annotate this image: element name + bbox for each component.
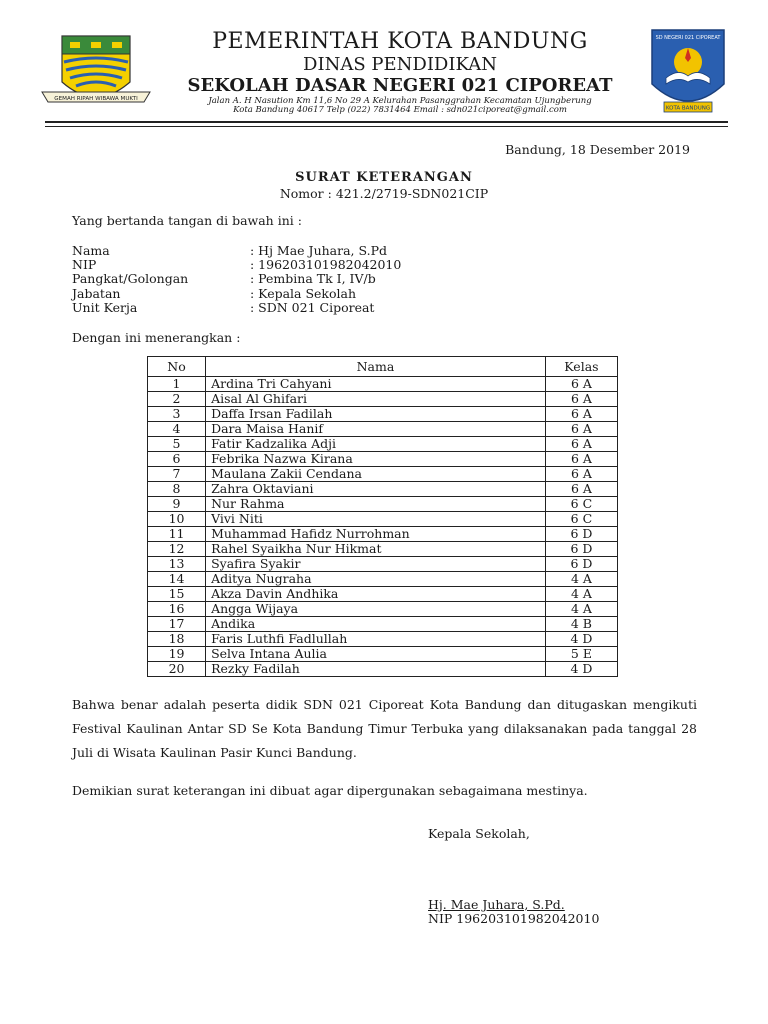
table-row [148,467,618,482]
cell-name: Rezky Fadilah [206,662,546,677]
cell-class: 6 A [545,467,617,482]
table-row [148,617,618,632]
header-name: Nama [206,357,546,377]
header-address-line1: Jalan A. H Nasution Km 11,6 No 29 A Kelurahan Pasanggrahan Kecamatan Ujungberung [208,96,592,106]
cell-class: 6 A [545,392,617,407]
intro-text: Yang bertanda tangan di bawah ini : [72,213,302,228]
bandung-crest-logo [40,30,152,116]
table-row [148,377,618,392]
cell-class: 6 A [545,452,617,467]
declaration-text: Dengan ini menerangkan : [72,330,241,345]
table-row [148,437,618,452]
cell-no: 14 [148,572,206,587]
signer-field-label: Jabatan [72,286,121,301]
signer-field-value: : SDN 021 Ciporeat [250,300,375,315]
cell-no: 9 [148,497,206,512]
cell-no: 19 [148,647,206,662]
document-title: SURAT KETERANGAN [295,170,473,185]
table-row [148,452,618,467]
header-government: PEMERINTAH KOTA BANDUNG [212,29,588,54]
signer-field-value: : 196203101982042010 [250,257,402,272]
signer-field-value: : Pembina Tk I, IV/b [250,271,376,286]
student-table-body [148,377,618,677]
cell-name: Dara Maisa Hanif [206,422,546,437]
cell-no: 5 [148,437,206,452]
table-row [148,647,618,662]
signature-name: Hj. Mae Juhara, S.Pd. [428,897,565,912]
cell-class: 4 A [545,572,617,587]
table-row [148,587,618,602]
student-table [147,356,618,677]
cell-name: Ardina Tri Cahyani [206,377,546,392]
body-paragraph: Bahwa benar adalah peserta didik SDN 021 Ciporeat Kota Bandung dan ditugaskan mengikuti Festival Kaulinan Antar SD Se Kota Bandung Timur Terbuka yang dilaksanakan pada tanggal 28 Juli di Wisata Kaulinan Pasir Kunci Bandung. [72,697,697,760]
cell-name: Febrika Nazwa Kirana [206,452,546,467]
cell-no: 13 [148,557,206,572]
cell-name: Aditya Nugraha [206,572,546,587]
cell-name: Muhammad Hafidz Nurrohman [206,527,546,542]
signer-field-label: Unit Kerja [72,300,138,315]
table-row [148,527,618,542]
table-row [148,497,618,512]
table-row [148,632,618,647]
cell-no: 2 [148,392,206,407]
school-emblem-logo [648,26,728,120]
cell-name: Nur Rahma [206,497,546,512]
table-row [148,542,618,557]
cell-no: 6 [148,452,206,467]
cell-class: 6 A [545,437,617,452]
cell-name: Andika [206,617,546,632]
cell-no: 4 [148,422,206,437]
cell-no: 12 [148,542,206,557]
cell-class: 4 D [545,632,617,647]
cell-class: 6 C [545,497,617,512]
table-row [148,557,618,572]
cell-class: 5 E [545,647,617,662]
cell-class: 6 A [545,407,617,422]
cell-name: Maulana Zakii Cendana [206,467,546,482]
cell-no: 7 [148,467,206,482]
cell-name: Zahra Oktaviani [206,482,546,497]
cell-no: 16 [148,602,206,617]
emblem-bottom-text: KOTA BANDUNG [665,105,711,112]
cell-no: 11 [148,527,206,542]
cell-name: Angga Wijaya [206,602,546,617]
cell-class: 4 A [545,602,617,617]
table-row [148,512,618,527]
cell-class: 6 A [545,482,617,497]
cell-class: 6 A [545,377,617,392]
cell-no: 10 [148,512,206,527]
table-row [148,422,618,437]
header-class: Kelas [545,357,617,377]
cell-class: 6 D [545,557,617,572]
table-row [148,482,618,497]
cell-no: 3 [148,407,206,422]
signer-field-label: NIP [72,257,97,272]
emblem-top-text: SD NEGERI 021 CIPOREAT [655,35,721,41]
crest-motto: GEMAH RIPAH WIBAWA MUKTI [54,96,138,102]
cell-no: 15 [148,587,206,602]
cell-name: Syafira Syakir [206,557,546,572]
header-divider-thick [45,121,728,123]
header-school-name: SEKOLAH DASAR NEGERI 021 CIPOREAT [187,75,613,96]
cell-name: Daffa Irsan Fadilah [206,407,546,422]
document-number: Nomor : 421.2/2719-SDN021CIP [279,186,489,201]
cell-no: 20 [148,662,206,677]
table-header-row [148,357,618,377]
cell-no: 17 [148,617,206,632]
signer-field-label: Pangkat/Golongan [72,271,189,286]
table-row [148,572,618,587]
cell-name: Akza Davin Andhika [206,587,546,602]
table-row [148,392,618,407]
cell-no: 18 [148,632,206,647]
cell-class: 4 D [545,662,617,677]
table-row [148,407,618,422]
header-department: DINAS PENDIDIKAN [303,54,497,75]
cell-name: Selva Intana Aulia [206,647,546,662]
cell-name: Faris Luthfi Fadlullah [206,632,546,647]
table-row [148,602,618,617]
cell-class: 6 A [545,422,617,437]
cell-no: 8 [148,482,206,497]
cell-name: Aisal Al Ghifari [206,392,546,407]
header-address-line2: Kota Bandung 40617 Telp (022) 7831464 Email : sdn021ciporeat@gmail.com [233,105,567,115]
header-no: No [148,357,206,377]
cell-class: 4 A [545,587,617,602]
signer-field-label: Nama [72,243,110,258]
cell-class: 6 C [545,512,617,527]
signer-field-value: : Hj Mae Juhara, S.Pd [250,243,387,258]
header-divider-thin [45,126,728,127]
place-date: Bandung, 18 Desember 2019 [505,142,690,157]
signature-nip: NIP 196203101982042010 [428,911,600,926]
cell-name: Fatir Kadzalika Adji [206,437,546,452]
cell-name: Rahel Syaikha Nur Hikmat [206,542,546,557]
cell-name: Vivi Niti [206,512,546,527]
cell-class: 6 D [545,542,617,557]
closing-paragraph: Demikian surat keterangan ini dibuat agar dipergunakan sebagaimana mestinya. [72,783,588,798]
cell-class: 4 B [545,617,617,632]
table-row [148,662,618,677]
signer-field-value: : Kepala Sekolah [250,286,357,301]
cell-no: 1 [148,377,206,392]
signature-title: Kepala Sekolah, [428,826,530,841]
cell-class: 6 D [545,527,617,542]
